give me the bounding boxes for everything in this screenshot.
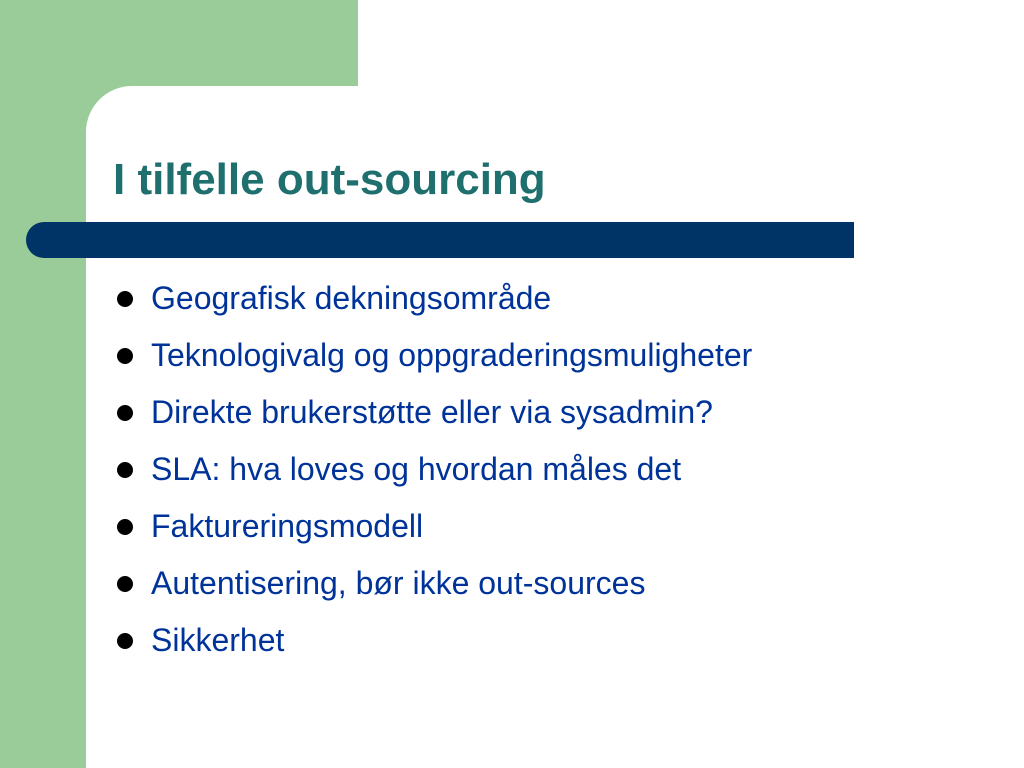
bullet-text: Sikkerhet [151, 622, 285, 658]
bullet-item [113, 498, 752, 555]
bullet-text: SLA: hva loves og hvordan måles det [151, 451, 682, 487]
bullet-item [113, 327, 752, 384]
bullet-dot-icon [117, 291, 133, 307]
bullet-item [113, 612, 752, 669]
slide-title: I tilfelle out-sourcing [113, 155, 546, 204]
bullet-dot-icon [117, 405, 133, 421]
bullet-item [113, 555, 752, 612]
bullet-dot-icon [117, 348, 133, 364]
bullet-text: Geografisk dekningsområde [151, 280, 552, 316]
bullet-dot-icon [117, 633, 133, 649]
bullet-dot-icon [117, 462, 133, 478]
bullet-dot-icon [117, 519, 133, 535]
bullet-item [113, 270, 752, 327]
bullet-text: Teknologivalg og oppgraderingsmuligheter [151, 337, 753, 373]
bullet-text: Autentisering, bør ikke out-sources [151, 565, 646, 601]
bullet-text: Faktureringsmodell [151, 508, 424, 544]
title-underline-bar [26, 222, 854, 258]
bullet-item [113, 441, 752, 498]
bullet-text: Direkte brukerstøtte eller via sysadmin? [151, 394, 713, 430]
bullet-list [113, 270, 752, 669]
bullet-dot-icon [117, 576, 133, 592]
bullet-item [113, 384, 752, 441]
